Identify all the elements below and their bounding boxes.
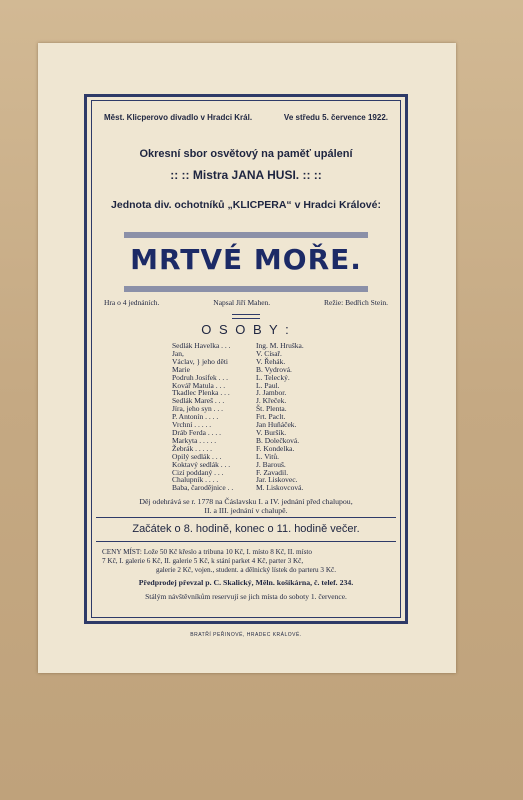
cast-role: Vrchní . . . . . (172, 420, 212, 430)
cast-actor: L. Vitů. (256, 451, 279, 461)
cast-role: Sedlák Mareš . . . (172, 396, 225, 406)
cast-actor: V. Císař. (256, 348, 282, 358)
cast-role: P. Antonín . . . . (172, 412, 219, 422)
cast-role: Opilý sedlák . . . (172, 451, 222, 461)
cast-actor: F. Kondelka. (256, 443, 295, 453)
prices-line-3: galerie 2 Kč, vojen., student. a dělnický lístek do parteru 3 Kč. (155, 566, 337, 574)
prices-line-1: CENY MÍST: Lože 50 Kč křeslo a tribuna 10 Kč, I. místo 8 Kč, II. místo (102, 548, 312, 556)
start-time: Začátek o 8. hodině, konec o 11. hodině večer. (132, 523, 360, 535)
header-row (104, 113, 388, 122)
cast-row (172, 484, 362, 492)
printer-imprint: BRATŘÍ PEŘINOVÉ, HRADEC KRÁLOVÉ. (190, 632, 302, 638)
cast-role: Sedlák Havelka . . . (172, 341, 231, 350)
cast-role: Baba, čarodějnice . . (172, 483, 234, 493)
cast-role: Žebrák . . . . . (172, 443, 212, 453)
theatre-name: Měst. Klicperovo divadlo v Hradci Král. (104, 113, 253, 122)
cast-heading: O S O B Y : (201, 322, 291, 337)
subscribers-info: Stálým návštěvníkům reservují se jich místa do soboty 1. července. (145, 592, 347, 601)
cast-actor: F. Zavadil. (256, 467, 289, 477)
cast-actor: L. Telecký. (256, 372, 290, 382)
prices-line-2: 7 Kč, I. galerie 6 Kč, II. galerie 5 Kč, k stání parket 4 Kč, parter 3 Kč, (102, 557, 304, 565)
setting-line-1: Děj odehrává se r. 1778 na Čáslavsku I. a IV. jednání před chalupou, (139, 497, 353, 506)
divider-rule-1 (96, 517, 396, 518)
cast-actor: J. Barouš. (256, 459, 286, 469)
cast-actor: Št. Plenta. (256, 404, 287, 414)
cast-role: Koktavý sedlák . . . (172, 459, 231, 469)
cast-actor: V. Buršík. (256, 427, 287, 437)
cast-actor: B. Vydrová. (256, 364, 292, 374)
intro-line-1: Okresní sbor osvětový na paměť upálení (139, 148, 353, 160)
play-info-row (104, 298, 388, 307)
play-title: MRTVÉ MOŘE. (130, 243, 362, 276)
ornament-divider (232, 314, 260, 319)
cast-role: Tkadlec Plenka . . . (172, 388, 230, 398)
performance-date: Ve středu 5. července 1922. (283, 113, 388, 122)
cast-actor: J. Křeček. (256, 396, 287, 406)
cast-role: Marie (172, 364, 190, 374)
cast-role: Markyta . . . . . (172, 435, 217, 445)
play-director: Režie: Bedřich Stein. (324, 298, 388, 307)
cast-role: Jíra, jeho syn . . . (172, 404, 224, 414)
presale-info: Předprodej převzal p. C. Skalický, Měln. košíkárna, č. telef. 234. (138, 578, 354, 587)
cast-actor: Ing. M. Hruška. (256, 341, 304, 350)
cast-actor: Jan Huňáček. (256, 420, 297, 430)
cast-actor: L. Paul. (256, 380, 280, 390)
cast-role: Podruh Josífek . . . (172, 372, 229, 382)
cast-role: Chalupník . . . . (172, 475, 219, 485)
play-author: Napsal Jiří Mahen. (213, 298, 271, 307)
setting-line-2: II. a III. jednání v chalupě. (204, 506, 288, 515)
cast-role: Václav, } jeho děti (172, 356, 229, 366)
cast-actor: V. Řehák. (256, 356, 286, 366)
cast-role: Cizí poddaný . . . (172, 467, 224, 477)
cast-role: Kovář Matula . . . (172, 380, 226, 390)
cast-actor: J. Jambor. (256, 388, 287, 398)
cast-role: Jan, (172, 348, 184, 358)
cast-role: Dráb Ferda . . . . (172, 427, 221, 437)
intro-line-3: Jednota div. ochotníků „KLICPERA“ v Hradci Králové: (111, 199, 381, 211)
cast-actor: Jar. Liskovec. (256, 475, 298, 485)
divider-rule-2 (96, 541, 396, 542)
play-acts: Hra o 4 jednáních. (104, 298, 160, 307)
cast-actor: Frt. Paclt. (256, 412, 286, 422)
intro-line-2: :: :: Mistra JANA HUSI. :: :: (170, 168, 322, 182)
cast-actor: M. Liskovcová. (256, 483, 304, 493)
cast-actor: B. Dolečková. (256, 435, 300, 445)
cast-list (172, 342, 362, 492)
